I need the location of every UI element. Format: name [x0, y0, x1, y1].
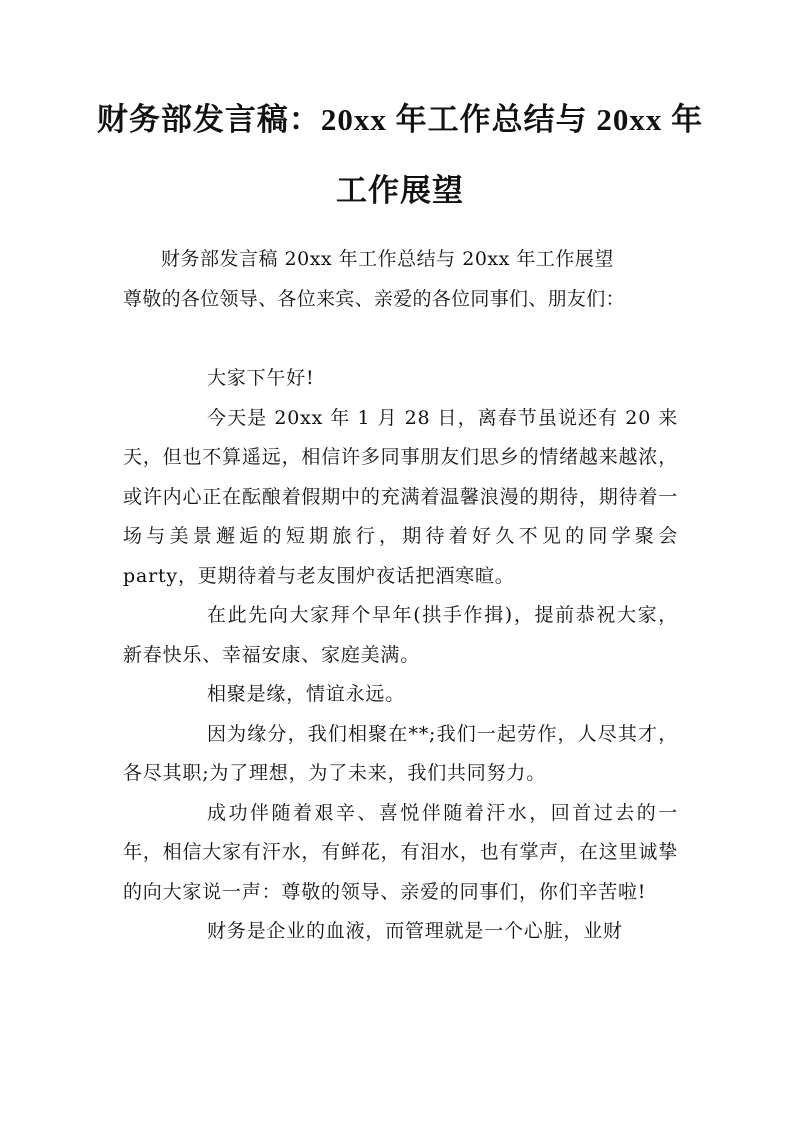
document-subtitle: 财务部发言稿 20xx 年工作总结与 20xx 年工作展望 [161, 248, 614, 270]
document-title-line-1: 财务部发言稿：20xx 年工作总结与 20xx 年 [96, 102, 704, 137]
salutation: 尊敬的各位领导、各位来宾、亲爱的各位同事们、朋友们： [123, 287, 625, 310]
paragraph-festival: 今天是 20xx 年 1 月 28 日，离春节虽说还有 20 来天，但也不算遥远，相信许多同事朋友们思乡的情绪越来越浓，或许内心正在酝酿着假期中的充满着温馨浪漫的期待，期待着一场与美景邂逅的短期旅行，期待着好久不见的同学聚会 party，更期待着与老友围炉夜话把酒寒暄。 [123, 406, 678, 587]
paragraph-gap [123, 319, 678, 359]
document-body [123, 240, 678, 952]
paragraph-thanks: 成功伴随着艰辛、喜悦伴随着汗水，回首过去的一年，相信大家有汗水，有鲜花，有泪水，也有掌声，在这里诚挚的向大家说一声：尊敬的领导、亲爱的同事们，你们辛苦啦! [123, 801, 678, 903]
paragraph-finance: 财务是企业的血液，而管理就是一个心脏，业财 [207, 920, 623, 942]
document-title-line-2: 工作展望 [336, 173, 464, 208]
paragraph-fate: 相聚是缘，情谊永远。 [207, 683, 406, 705]
paragraph-greeting: 大家下午好! [207, 367, 315, 389]
paragraph-new-year-wishes: 在此先向大家拜个早年(拱手作揖)，提前恭祝大家，新春快乐、幸福安康、家庭美满。 [123, 604, 678, 666]
paragraph-together: 因为缘分，我们相聚在**;我们一起劳作，人尽其才，各尽其职;为了理想，为了未来，我们共同努力。 [123, 722, 678, 784]
